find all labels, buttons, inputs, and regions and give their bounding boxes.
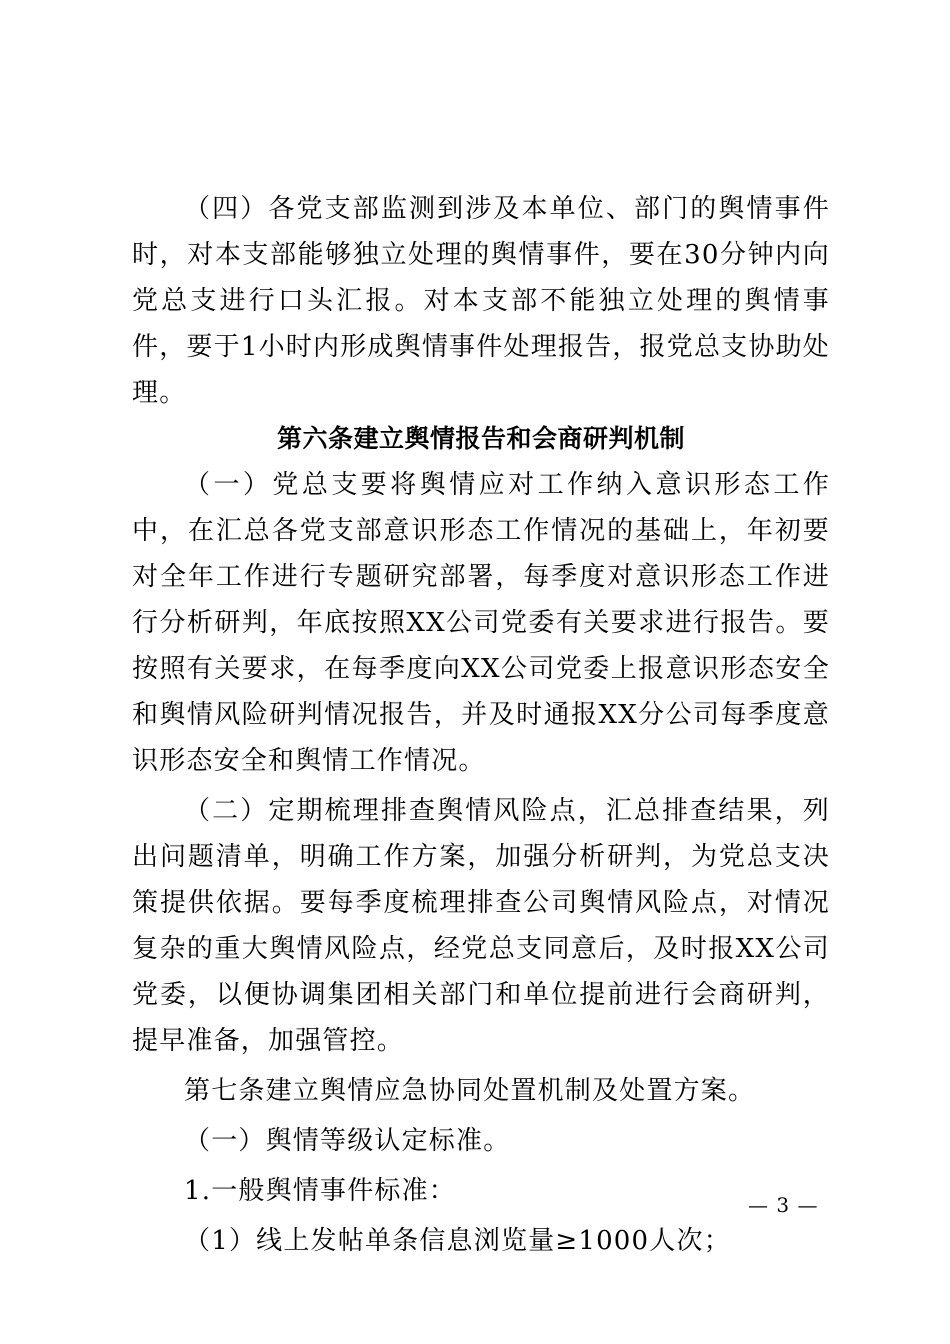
article-six-item-one: （一）党总支要将舆情应对工作纳入意识形态工作中，在汇总各党支部意识形态工作情况的基础上，年初要对全年工作进行专题研究部署，每季度对意识形态工作进行分析研判，年底按照XX公司党委有关要求进行报告。要按照有关要求，在每季度向XX公司党委上报意识形态安全和舆情风险研判情况报告，并及时通报XX分公司每季度意识形态安全和舆情工作情况。 bbox=[132, 470, 830, 776]
article-seven-title: 第七条建立舆情应急协同处置机制及处置方案。 bbox=[184, 1076, 756, 1106]
page-number: — 3 — bbox=[748, 1193, 819, 1217]
document-body bbox=[132, 186, 830, 1264]
paragraph-section-four: （四）各党支部监测到涉及本单位、部门的舆情事件时，对本支部能够独立处理的舆情事件，要在30分钟内向党总支进行口头汇报。对本支部不能独立处理的舆情事件，要于1小时内形成舆情事件处理报告，报党总支协助处理。 bbox=[132, 194, 830, 408]
article-seven-subsection-one: （一）舆情等级认定标准。 bbox=[184, 1126, 511, 1156]
article-seven-item-one: 1.一般舆情事件标准： bbox=[184, 1176, 457, 1206]
article-six-heading: 第六条建立舆情报告和会商研判机制 bbox=[276, 424, 685, 453]
article-six-item-two: （二）定期梳理排查舆情风险点，汇总排查结果，列出问题清单，明确工作方案，加强分析研判，为党总支决策提供依据。要每季度梳理排查公司舆情风险点，对情况复杂的重大舆情风险点，经党总支同意后，及时报XX公司党委，以便协调集团相关部门和单位提前进行会商研判，提早准备，加强管控。 bbox=[132, 796, 830, 1056]
article-seven-item-one-one: （1）线上发帖单条信息浏览量≥1000人次； bbox=[184, 1226, 731, 1256]
